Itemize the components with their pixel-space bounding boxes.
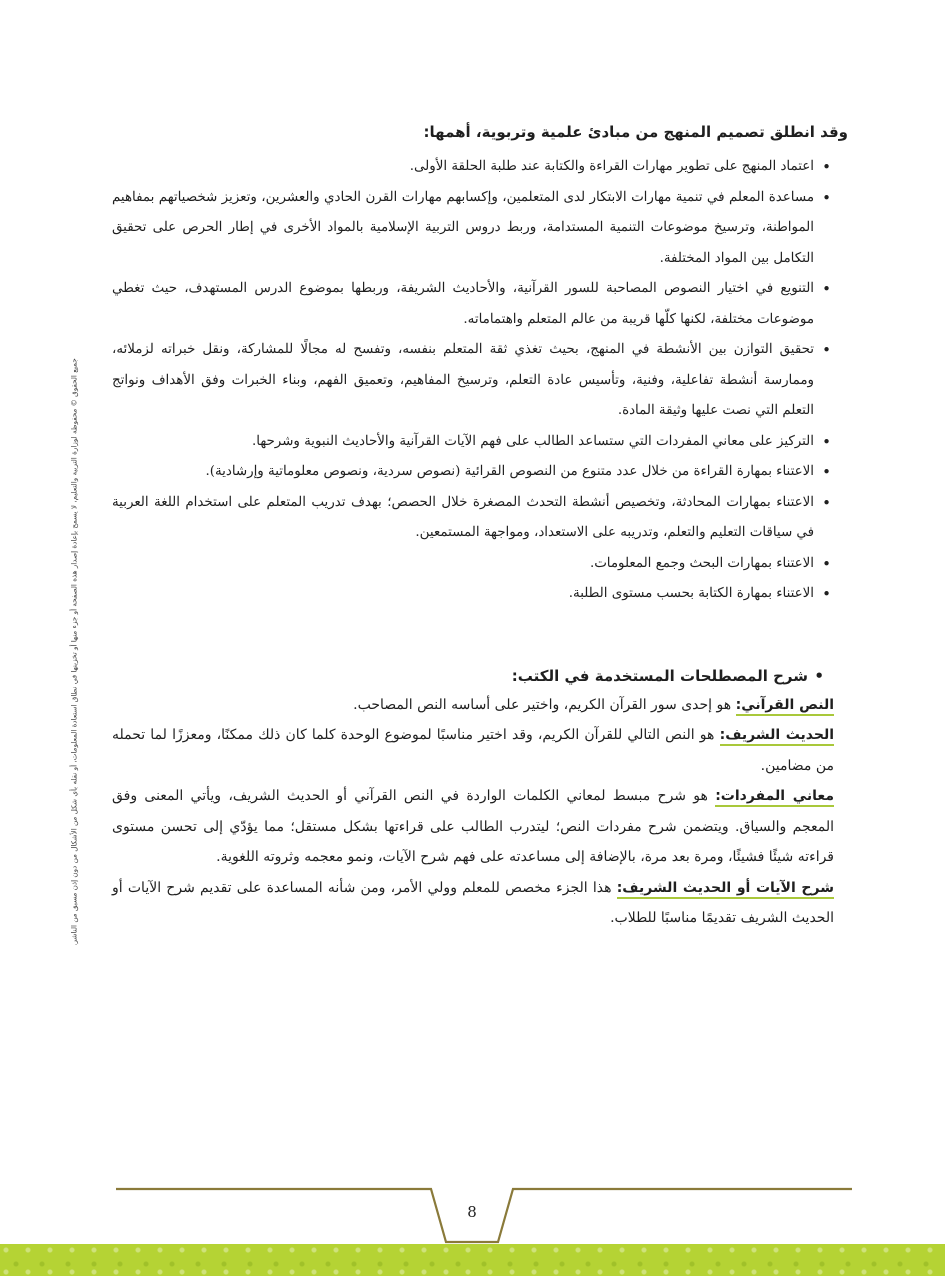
list-item: • مساعدة المعلم في تنمية مهارات الابتكار لدى المتعلمين، وإكسابهم مهارات القرن الحادي والعشرين، وتعزيز شخصياتهم بمفاهيم المواطنة، وترسيخ موضوعات التنمية المستدامة، وربط دروس التربية الإسلامية بالمواد الأخرى في إطار الحرص على تحقيق التكامل بين المواد المختلفة. (112, 183, 834, 275)
list-item: • الاعتناء بمهارات البحث وجمع المعلومات. (112, 549, 834, 580)
list-item: • الاعتناء بمهارة القراءة من خلال عدد متنوع من النصوص القرائية (نصوص سردية، ونصوص معلوماتية وإرشادية). (112, 457, 834, 488)
term-definition: هذا الجزء مخصص للمعلم وولي الأمر، ومن شأنه المساعدة على تقديم شرح الآيات أو الحديث الشريف تقديمًا مناسبًا للطلاب. (112, 879, 834, 926)
term-quran-text (112, 690, 834, 721)
term-name: معاني المفردات: (715, 788, 834, 807)
term-vocabulary (112, 781, 834, 873)
footer-decorative-band (0, 1244, 945, 1276)
term-name: النص القرآني: (736, 697, 834, 716)
list-item: • التركيز على معاني المفردات التي ستساعد الطالب على فهم الآيات القرآنية والأحاديث النبوية وشرحها. (112, 427, 834, 458)
term-name: الحديث الشريف: (720, 727, 834, 746)
copyright-notice (54, 302, 94, 1002)
list-item: • الاعتناء بمهارة الكتابة بحسب مستوى الطلبة. (112, 579, 834, 610)
term-hadith (112, 720, 834, 781)
term-definition: هو إحدى سور القرآن الكريم، واختير على أساسه النص المصاحب. (353, 696, 732, 713)
list-item: • التنويع في اختيار النصوص المصاحبة للسور القرآنية، والأحاديث الشريفة، وربطها بموضوع الدرس المستهدف، حيث تغطي موضوعات مختلفة، لكنها كلّها قريبة من عالم المتعلم واهتماماته. (112, 274, 834, 335)
term-name: شرح الآيات أو الحديث الشريف: (617, 880, 834, 899)
term-explanation (112, 873, 834, 934)
term-definition: هو النص التالي للقرآن الكريم، وقد اختير مناسبًا لموضوع الوحدة كلما كان ذلك ممكنًا، ومعززًا لما تحمله من مضامين. (112, 727, 834, 774)
list-item: • اعتماد المنهج على تطوير مهارات القراءة والكتابة عند طلبة الحلقة الأولى. (112, 152, 834, 183)
terms-heading: • شرح المصطلحات المستخدمة في الكتب: (112, 662, 834, 690)
page-content (112, 118, 848, 934)
page-number: 8 (467, 1203, 477, 1221)
principles-heading: وقد انطلق تصميم المنهج من مبادئ علمية وتربوية، أهمها: (423, 123, 848, 141)
list-item: • تحقيق التوازن بين الأنشطة في المنهج، بحيث تغذي ثقة المتعلم بنفسه، وتفسح له مجالًا للمشاركة، ونقل خبراته لزملائه، وممارسة أنشطة تفاعلية، وفنية، وتأسيس عادة التعلم، وترسيخ المفاهيم، وتعميق الفهم، وبناء الخبرات وفق الأهداف ونواتج التعلم التي نصت عليها وثيقة المادة. (112, 335, 834, 427)
principles-list (112, 152, 834, 610)
copyright-text: جميع الحقوق © محفوظة لوزارة التربية والتعليم، لا يسمح بإعادة إصدار هذه الصفحة أو جزء منها أو تخزينها في نطاق استعادة المعلومات، أو نقله بأي شكل من الأشكال من دون إذن مسبق من الناشر. (69, 358, 79, 946)
term-definition: هو شرح مبسط لمعاني الكلمات الواردة في النص القرآني أو الحديث الشريف، ويأتي المعنى وفق المعجم والسياق. ويتضمن شرح مفردات النص؛ ليتدرب الطالب على قراءتها بشكل مستقل؛ مما يؤدّي إلى تحسن مستوى قراءته شيئًا فشيئًا، ومرة بعد مرة، بالإضافة إلى مساعدته على فهم شرح الآيات، ونمو معجمه وثروته اللغوية. (112, 788, 834, 865)
list-item: • الاعتناء بمهارات المحادثة، وتخصيص أنشطة التحدث المصغرة خلال الحصص؛ بهدف تدريب المتعلم على استخدام اللغة العربية في سياقات التعليم والتعلم، وتدريبه على الاستعداد، ومواجهة المستمعين. (112, 488, 834, 549)
